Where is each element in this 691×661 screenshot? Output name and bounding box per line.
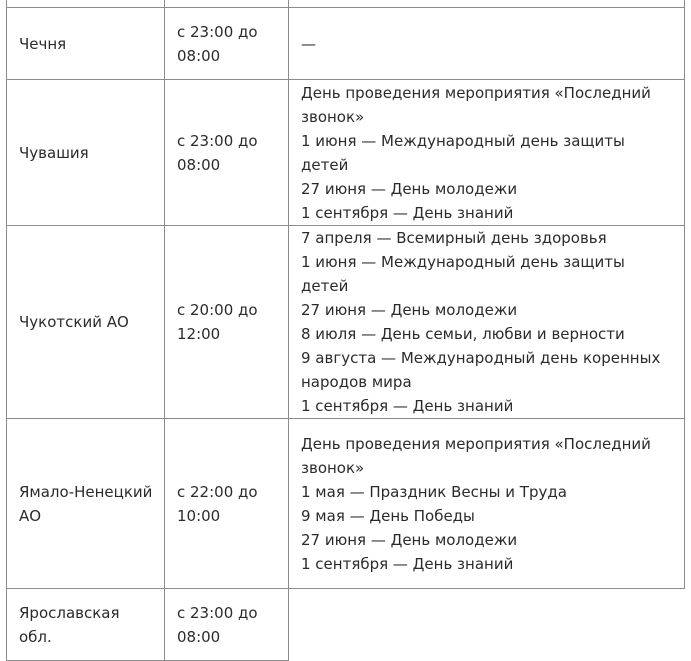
region-cell: Чечня xyxy=(7,8,165,80)
region-cell: Ярославская обл. xyxy=(7,589,165,661)
event-item: 1 июня — Международный день защиты детей xyxy=(301,131,625,174)
table-row xyxy=(7,226,685,419)
event-item: 1 июня — Международный день защиты детей xyxy=(301,253,625,295)
region-cell xyxy=(7,0,165,8)
events-cell xyxy=(289,80,685,226)
region-cell: Ямало-Ненецкий АО xyxy=(7,419,165,589)
event-item: 9 августа — Международный день коренных народов мира xyxy=(301,349,661,391)
curfew-table xyxy=(6,0,685,661)
event-item: 7 апреля — Всемирный день здоровья xyxy=(301,229,607,247)
time-cell: с 23:00 до 08:00 xyxy=(165,80,289,226)
event-item: 1 сентября — День знаний xyxy=(301,397,514,415)
event-item: 9 мая — День Победы xyxy=(301,506,475,525)
region-cell: Чукотский АО xyxy=(7,226,165,419)
time-cell: с 23:00 до 08:00 xyxy=(165,8,289,80)
event-item: 1 сентября — День знаний xyxy=(301,203,514,222)
table-row xyxy=(7,419,685,589)
time-cell: с 23:00 до 08:00 xyxy=(165,589,289,661)
time-cell: с 22:00 до 10:00 xyxy=(165,419,289,589)
event-item: 27 июня — День молодежи xyxy=(301,530,518,549)
events-cell xyxy=(289,589,685,661)
event-item: — xyxy=(301,34,316,53)
time-cell xyxy=(165,0,289,8)
event-item: 8 июля — День семьи, любви и верности xyxy=(301,325,625,343)
table-row xyxy=(7,589,685,661)
time-cell: с 20:00 до 12:00 xyxy=(165,226,289,419)
event-item: 1 мая — Праздник Весны и Труда xyxy=(301,482,567,501)
event-item: День проведения мероприятия «Последний звонок» xyxy=(301,83,651,126)
table-row xyxy=(7,80,685,226)
event-item: 27 июня — День молодежи xyxy=(301,179,518,198)
event-item: День проведения мероприятия «Последний звонок» xyxy=(301,434,651,477)
events-cell xyxy=(289,0,685,8)
table-row xyxy=(7,8,685,80)
events-cell xyxy=(289,419,685,589)
events-cell xyxy=(289,226,685,419)
region-cell: Чувашия xyxy=(7,80,165,226)
events-cell xyxy=(289,8,685,80)
event-item: 1 сентября — День знаний xyxy=(301,554,514,573)
event-item: 27 июня — День молодежи xyxy=(301,301,518,319)
table-row xyxy=(7,0,685,8)
